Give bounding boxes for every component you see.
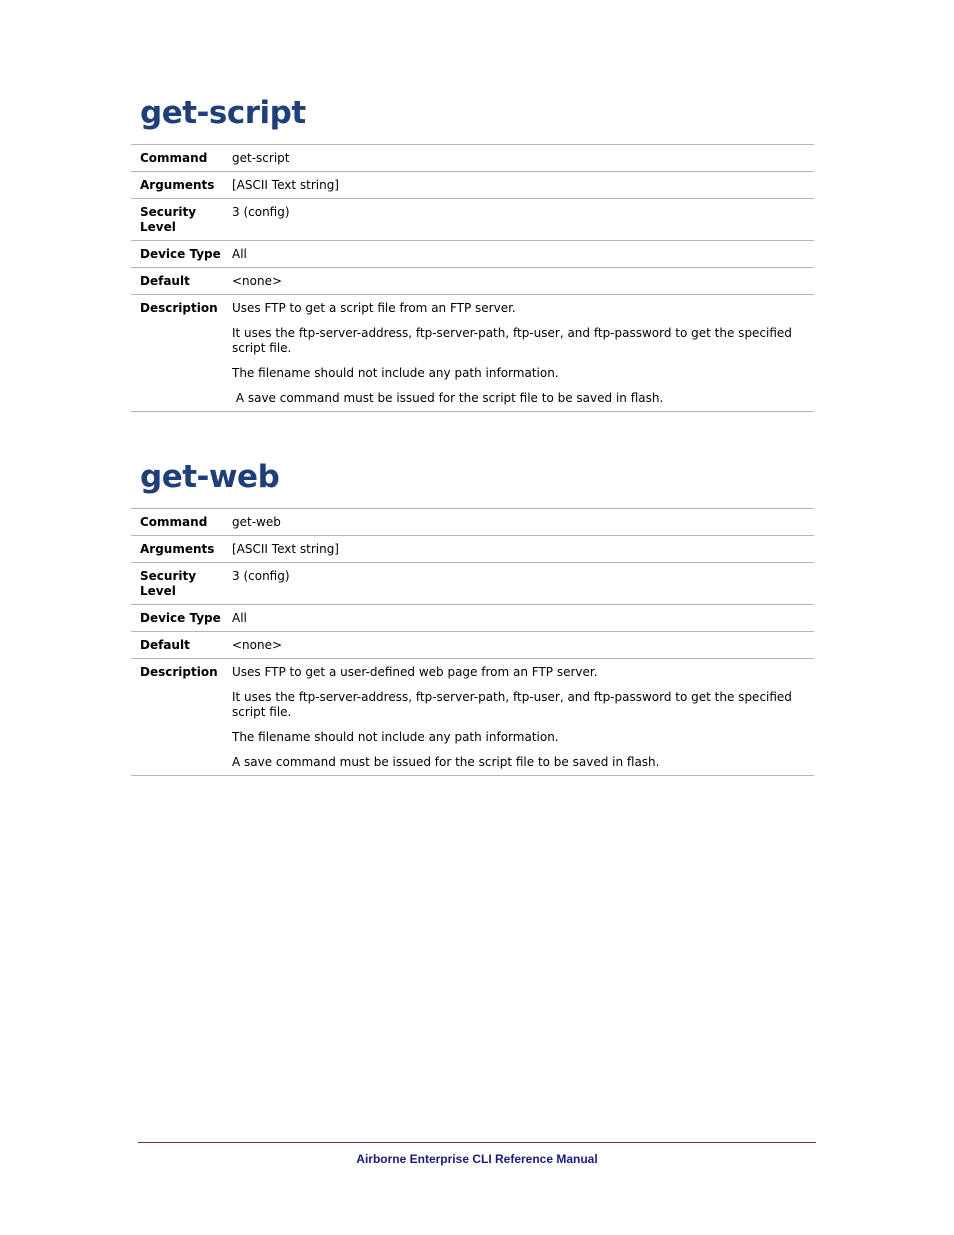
row-value-text: All xyxy=(232,611,247,625)
description-paragraph: A save command must be issued for the script file to be saved in flash. xyxy=(232,391,664,405)
row-label: Security Level xyxy=(140,569,197,598)
table-row-security-level xyxy=(131,199,814,241)
table-row-arguments xyxy=(131,536,814,563)
row-value xyxy=(232,301,814,406)
table-row-security-level xyxy=(131,563,814,605)
row-label: Default xyxy=(140,274,190,288)
row-value xyxy=(232,151,814,166)
row-value-text: get-script xyxy=(232,151,290,165)
row-label: Command xyxy=(140,151,208,165)
table-row-description xyxy=(131,659,814,776)
table-row-default xyxy=(131,268,814,295)
row-value xyxy=(232,542,814,557)
table-row-command xyxy=(131,509,814,536)
row-label: Command xyxy=(140,515,208,529)
description-paragraph: Uses FTP to get a script file from an FTP server. xyxy=(232,301,516,315)
row-value xyxy=(232,569,814,599)
row-value-text: 3 (config) xyxy=(232,205,290,219)
row-label: Device Type xyxy=(140,247,221,261)
description-paragraph: The filename should not include any path information. xyxy=(232,730,559,744)
command-table xyxy=(131,144,814,412)
table-row-default xyxy=(131,632,814,659)
row-label: Security Level xyxy=(140,205,197,234)
row-value xyxy=(232,665,814,770)
row-value-text: <none> xyxy=(232,638,283,652)
row-label: Arguments xyxy=(140,178,215,192)
section-title: get-script xyxy=(140,95,306,131)
row-label: Device Type xyxy=(140,611,221,625)
description-paragraph: The filename should not include any path information. xyxy=(232,366,559,380)
row-value xyxy=(232,638,814,653)
row-value-text: 3 (config) xyxy=(232,569,290,583)
description-paragraph: It uses the ftp-server-address, ftp-server-path, ftp-user, and ftp-password to get the specified script file. xyxy=(232,690,792,719)
section-title: get-web xyxy=(140,459,280,495)
table-row-device-type xyxy=(131,605,814,632)
description-paragraph: Uses FTP to get a user-defined web page from an FTP server. xyxy=(232,665,598,679)
table-row-device-type xyxy=(131,241,814,268)
footer-manual-title: Airborne Enterprise CLI Reference Manual xyxy=(356,1152,598,1166)
row-label: Description xyxy=(140,301,218,315)
row-value xyxy=(232,611,814,626)
table-row-description xyxy=(131,295,814,412)
table-row-arguments xyxy=(131,172,814,199)
table-row-command xyxy=(131,145,814,172)
command-table xyxy=(131,508,814,776)
row-value xyxy=(232,274,814,289)
row-value-text: get-web xyxy=(232,515,281,529)
row-label: Default xyxy=(140,638,190,652)
row-value-text: [ASCII Text string] xyxy=(232,542,339,556)
row-value-text: All xyxy=(232,247,247,261)
footer-divider xyxy=(138,1142,816,1143)
description-paragraph: It uses the ftp-server-address, ftp-server-path, ftp-user, and ftp-password to get the specified script file. xyxy=(232,326,792,355)
row-value xyxy=(232,205,814,235)
row-value-text: <none> xyxy=(232,274,283,288)
row-label: Arguments xyxy=(140,542,215,556)
row-value xyxy=(232,178,814,193)
row-label: Description xyxy=(140,665,218,679)
row-value-text: [ASCII Text string] xyxy=(232,178,339,192)
row-value xyxy=(232,515,814,530)
description-paragraph: A save command must be issued for the script file to be saved in flash. xyxy=(232,755,660,769)
row-value xyxy=(232,247,814,262)
